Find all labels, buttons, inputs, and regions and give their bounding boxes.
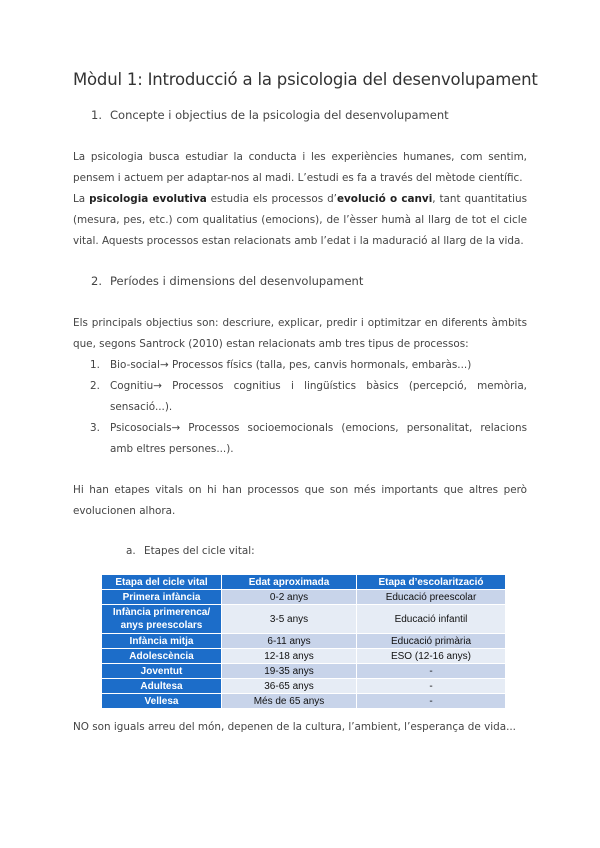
school-cell: Educació infantil: [357, 605, 506, 634]
footer-note: NO son iguals arreu del món, depenen de la cultura, l’ambient, l’esperança de vida...: [73, 721, 516, 733]
text-run: estudia els processos d’: [206, 193, 337, 205]
stage-cell: Infància mitja: [102, 634, 222, 649]
section-heading-2: [91, 274, 363, 288]
stage-cell: Vellesa: [102, 694, 222, 709]
stage-cell: Primera infància: [102, 590, 222, 605]
table-row: [102, 590, 506, 605]
subsection-title: Etapes del cicle vital:: [144, 545, 255, 557]
stage-cell: Joventut: [102, 664, 222, 679]
list-item: [90, 355, 527, 376]
school-cell: Educació primària: [357, 634, 506, 649]
table-row: [102, 664, 506, 679]
school-cell: -: [357, 694, 506, 709]
school-cell: ESO (12-16 anys): [357, 649, 506, 664]
age-cell: 12-18 anys: [222, 649, 357, 664]
page-title: Mòdul 1: Introducció a la psicologia del desenvolupament: [73, 70, 538, 89]
table-row: [102, 634, 506, 649]
age-cell: 0-2 anys: [222, 590, 357, 605]
table-row: [102, 679, 506, 694]
school-cell: Educació preescolar: [357, 590, 506, 605]
section-title: Períodes i dimensions del desenvolupament: [110, 274, 364, 288]
stage-cell: Adultesa: [102, 679, 222, 694]
school-cell: -: [357, 664, 506, 679]
text-run: La: [73, 193, 90, 205]
list-item: [90, 418, 527, 460]
process-list: [90, 355, 527, 460]
list-text: Psicosocials→ Processos socioemocionals (emocions, personalitat, relacions amb eltres persones...).: [110, 422, 527, 455]
age-cell: 36-65 anys: [222, 679, 357, 694]
list-number: 1.: [90, 359, 100, 371]
section-number: 2.: [91, 274, 102, 288]
table-row: [102, 605, 506, 634]
table-row: [102, 694, 506, 709]
bold-term: evolució o canvi: [336, 193, 433, 205]
list-number: 3.: [90, 422, 100, 434]
stage-cell: Adolescència: [102, 649, 222, 664]
age-cell: 19-35 anys: [222, 664, 357, 679]
subsection-heading: [126, 545, 255, 557]
list-text: Bio-social→ Processos físics (talla, pes, canvis hormonals, embaràs...): [110, 359, 472, 371]
age-cell: 3-5 anys: [222, 605, 357, 634]
text-run: , tant quantitatius (mesura, pes, etc.) com qualitatius (emocions), de l’èsser humà al llarg de tot el cicle vital. Aquests processos estan relacionats amb l’edat i la maduració al llarg de la vida.: [73, 193, 527, 247]
column-header: Etapa d’escolarització: [357, 575, 506, 590]
section-title: Concepte i objectius de la psicologia del desenvolupament: [110, 108, 449, 122]
list-item: [90, 376, 527, 418]
objectives-paragraph: Els principals objectius son: descriure, explicar, predir i optimitzar en diferents àmbits que, segons Santrock (2010) estan relacionats amb tres tipus de processos:: [73, 317, 527, 350]
table-row: [102, 649, 506, 664]
school-cell: -: [357, 679, 506, 694]
list-number: 2.: [90, 380, 100, 392]
list-text: Cognitiu→ Processos cognitius i lingüístics bàsics (percepció, memòria, sensació...).: [110, 380, 527, 413]
age-cell: 6-11 anys: [222, 634, 357, 649]
intro-line: La psicologia busca estudiar la conducta i les experiències humanes, com sentim, pensem i actuem per adaptar-nos al madi. L’estudi es fa a través del mètode científic.: [73, 151, 527, 184]
column-header: Etapa del cicle vital: [102, 575, 222, 590]
age-cell: Més de 65 anys: [222, 694, 357, 709]
life-stages-table: [101, 574, 506, 709]
stages-paragraph: Hi han etapes vitals on hi han processos que son més importants que altres però evolucionen alhora.: [73, 484, 527, 517]
intro-paragraph: [73, 147, 527, 252]
bold-term: psicologia evolutiva: [89, 193, 207, 205]
subsection-letter: a.: [126, 545, 136, 557]
stage-cell: Infància primerenca/ anys preescolars: [102, 605, 222, 634]
section-heading-1: [91, 108, 449, 122]
section-number: 1.: [91, 108, 102, 122]
column-header: Edat aproximada: [222, 575, 357, 590]
